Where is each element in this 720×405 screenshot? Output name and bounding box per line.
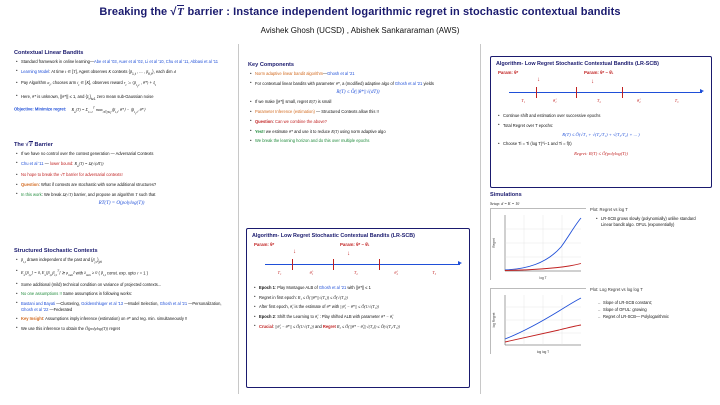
list-item: • Key Insight: Assumptions imply inference (estimation) on θ* and reg. min. simultaneously !! [21,316,229,322]
algorithm-title-col3: Algorithm- Low Regret Stochastic Contextual Bandits (LR-SCB) [496,61,659,67]
timeline-tick [333,259,334,270]
list-item: – Regret of LR-SCB— Polylogarithmic [603,314,706,319]
total-regret-equation: R(T) ≤ Õ(√T₁ + √(T₂/T₁) + √(T₃/T₂) + ... ) [562,132,640,138]
list-item: • Question: What if contexts are stochastic with some additional structures? [21,182,229,188]
list-item: • Yes!! we estimate θ* and use it to reduce R(T) using norm adaptive algo [255,129,468,135]
sqrt-barrier-equation: RT(T) = O(polylog(T)) [98,201,145,207]
log-regret-vs-loglogt-plot [490,288,586,354]
timeline-tick [292,259,293,270]
svg-text:log Regret: log Regret [492,312,496,328]
section-sqrt-t-barrier [14,142,229,210]
algorithm-timeline [252,242,464,282]
timeline-label: θ̂₂ [394,270,398,275]
list-item: • If we have no control over the context generation — Adversarial Contexts [21,151,229,157]
algorithm-steps-col3-b [496,141,706,147]
page-title [0,6,720,18]
list-item: • Standard framework in online learning—Abe et al '03, Auer et al '02, Li et al '10, Chu et al '11, Abbasi et al '11 [21,59,229,65]
param-left-label-col3: Param: θ* [498,70,519,75]
regret-vs-logt-plot [490,208,586,280]
timeline-axis [265,264,460,265]
section-key-components [248,62,468,148]
plot2-caption: Plot: Log Regret vs log log T [590,287,643,292]
list-item: • Choose Ti = Ti (log T)^i−1 and Ti = f(t) [503,141,706,147]
final-regret-equation: Regret: R(T) ≤ Õ(polylog(T)) [574,151,628,157]
timeline-axis-col3 [509,92,702,93]
list-item: – Slope of LR-SCB constant; [603,300,706,305]
regret-vs-logt-svg [491,209,587,281]
down-arrow-icon-1-col3: ↓ [537,77,540,83]
list-item: • For contextual linear bandits with parameter θ*, a (modified) adaptive algo of Ghosh et al '21 yields [255,81,468,87]
algorithm-steps-col3 [496,113,706,128]
list-item: • Regret in first epoch: R₁ ≤ Õ(||θ*||√(T₁)) ≤ Õ(√(T₁)) [259,295,464,301]
algorithm-title: Algorithm- Low Regret Stochastic Contextual Bandits (LR-SCB) [252,233,415,239]
list-item: • Epoch 2: Shift the Learning to θ̂₁ : Play shifted ALB with parameter θ* − θ̂₁ [259,314,464,320]
list-item: • Here, θ* is unknown, ||θ*|| ≤ 1, and $\{\xi_t\}_{t\ge 1}$ zero mean sub-Gaussian noise [21,94,229,101]
section-title-simulations: Simulations [490,192,522,198]
list-item: • If we make ||θ*|| small, regret R(T) is small [255,99,468,105]
timeline-label: T₁ [521,98,526,103]
list-item: • Parameter Inference (estimation) — Structured Contexts allow this !! [255,109,468,115]
structured-contexts-list [14,257,229,331]
timeline-tick [576,87,577,98]
key-components-list-2 [248,99,468,143]
key-components-list [248,71,468,86]
list-item: • Total Regret over T epochs: [503,123,706,129]
list-item: • After first epoch, θ̂₁ is the estimate of θ* with ||θ̂₁ − θ*|| ≤ Õ(1/√(T₁)) [259,304,464,310]
timeline-label: T₃ [674,98,679,103]
objective-label: Objective: Minimize regret: [14,106,67,112]
list-item: • No one assumptions !! Same assumptions in following works: [21,291,229,297]
svg-text:log T: log T [539,276,547,280]
simulation-sub-bullets [596,300,706,322]
list-item: • Some additional (mild) technical condition on variance of projected contexts... [21,282,229,288]
contextual-linear-bandits-list [14,59,229,101]
list-item: • Epoch 1: Play Montague ALB of Ghosh et al '21 with ||θ*|| ≤ 1 [259,285,464,291]
list-item: • In this work: We break Ω(√T) barrier, and propose an algorithm T such that [21,192,229,198]
param-left-label: Param: θ* [254,242,275,247]
section-contextual-linear-bandits [14,50,229,115]
timeline-label: θ̂₁ [309,270,314,275]
timeline-label: T₂ [596,98,601,103]
svg-text:log log T: log log T [536,350,550,354]
list-item: – Slope of OFUL: growing [603,307,706,312]
list-item: • We use this inference to obtain the Õ(polylog(T)) regret [21,326,229,332]
list-item: • $\beta_{i,t}$ drawn independent of the past and $\{\beta_{j,t}\}_{j\ne i}$ [21,257,229,264]
param-right-label-col3: Param: θ* − θ̂₁ [584,70,614,75]
timeline-label: θ̂₁ [553,98,557,103]
list-item: • Continue shift and estimation over successive epochs [503,113,706,119]
section-title-key-components: Key Components [248,62,294,68]
section-title-structured-stochastic-contexts: Structured Stochastic Contexts [14,248,98,254]
objective-equation: $R_a(T) = \Sigma_{t=1}^T$ $\max_{i\in[K]}⟨\beta_{i,t}$, θ*⟩ − $⟨\beta_{i_t,t}$, θ*⟩ [71,105,146,116]
simulation-setup-label: Setup: d = K = 10 [490,201,520,206]
down-arrow-icon-2-col3: ↓ [591,79,594,85]
list-item: • LR-SCB grows slowly (polynomially) unlike standard Linear bandit algo. OFUL (exponentially) [601,216,706,227]
key-components-equation: R(T) ≤ Õ(||θ*||√(dT)) [336,90,380,96]
section-title-sqrt-t-barrier: The √T Barrier [14,142,53,148]
column-divider-2 [480,44,481,394]
section-title-contextual-linear-bandits: Contextual Linear Bandits [14,50,84,56]
column-divider-1 [238,44,239,394]
timeline-label: θ̂₂ [637,98,641,103]
down-arrow-icon-1: ↓ [293,249,296,255]
section-simulations [490,192,712,366]
list-item: • Question: Can we combine the above? [255,119,468,125]
timeline-arrow-icon-col3 [700,89,704,93]
list-item: • Chu et al '11 — lower bound: $R_a(T) = \Omega(√(dT))$ [21,161,229,168]
algorithm-steps-list [252,285,464,329]
down-arrow-icon-2: ↓ [347,251,350,257]
list-item: • Learning Model: At time t ∈ [T], Agent observes K contexts {$\beta_{1,t}$ , ... , $\beta_{K,t}$}, each dim d [21,69,229,76]
log-regret-vs-loglogt-svg [491,289,587,355]
list-item: • Norm adaptive linear bandit algorithm—Ghosh et al '21 [255,71,468,77]
title-sqrt-symbol: √T [170,6,184,18]
timeline-tick [536,87,537,98]
title-post: barrier : Instance independent logarithmic regret in stochastic contextual bandits [184,6,621,18]
algorithm-box-col3 [490,56,712,188]
timeline-label: T₂ [353,270,358,275]
list-item: • We break the learning horizon and do this over multiple epochs [255,138,468,144]
timeline-tick [622,87,623,98]
simulation-bullets [594,216,706,231]
param-right-label: Param: θ* − θ̂₁ [340,242,370,247]
title-pre: Breaking the [99,6,171,18]
list-item: • Pay Algorithm $a_t$, chooses arm $i_t$ ∈ [K], observes reward $r_t$ := $⟨\beta_{i_t,t}$ , θ*⟩ + $\xi_t$ [21,80,229,89]
sqrt-t-barrier-list [14,151,229,197]
section-structured-stochastic-contexts [14,248,229,336]
algorithm-timeline-col3 [496,70,706,110]
timeline-arrow-icon [458,261,462,265]
plot1-caption: Plot: Regret vs log T [590,207,628,212]
authors: Avishek Ghosh (UCSD) , Abishek Sankararaman (AWS) [260,26,460,35]
algorithm-box-col2 [246,228,470,388]
list-item: • $E_x[\beta_{i,t}] = 0$, $E_x[\beta_{i,t}\beta_{i,t}^T]$ ⪰ $\rho_{min}I$ with $\lambda_{min} \ge 0$ ( $\beta_{i,t}$ const. exp. upto r = 1 ) [21,269,229,278]
list-item: • Bastani and Bayati —Clustering, Goldenshluger et al '13 —Model Selection, Ghosh et al '21 —Personalization, Ghosh et al '22 —Federated [21,301,229,312]
svg-text:Regret: Regret [492,238,496,248]
list-item: • Crucial: ||θ̂₁ − θ*|| ≤ Õ(1/√(T₁)) and Regret R₂ ≤ Õ(||θ* − θ̂₁||√(T₂)) ≤ Õ(√(T₂/T₁)) [259,324,464,330]
timeline-tick [379,259,380,270]
timeline-label: T₃ [432,270,437,275]
timeline-label: T₁ [277,270,282,275]
list-item: • No hope to break the √T barrier for adversarial contexts! [21,172,229,178]
